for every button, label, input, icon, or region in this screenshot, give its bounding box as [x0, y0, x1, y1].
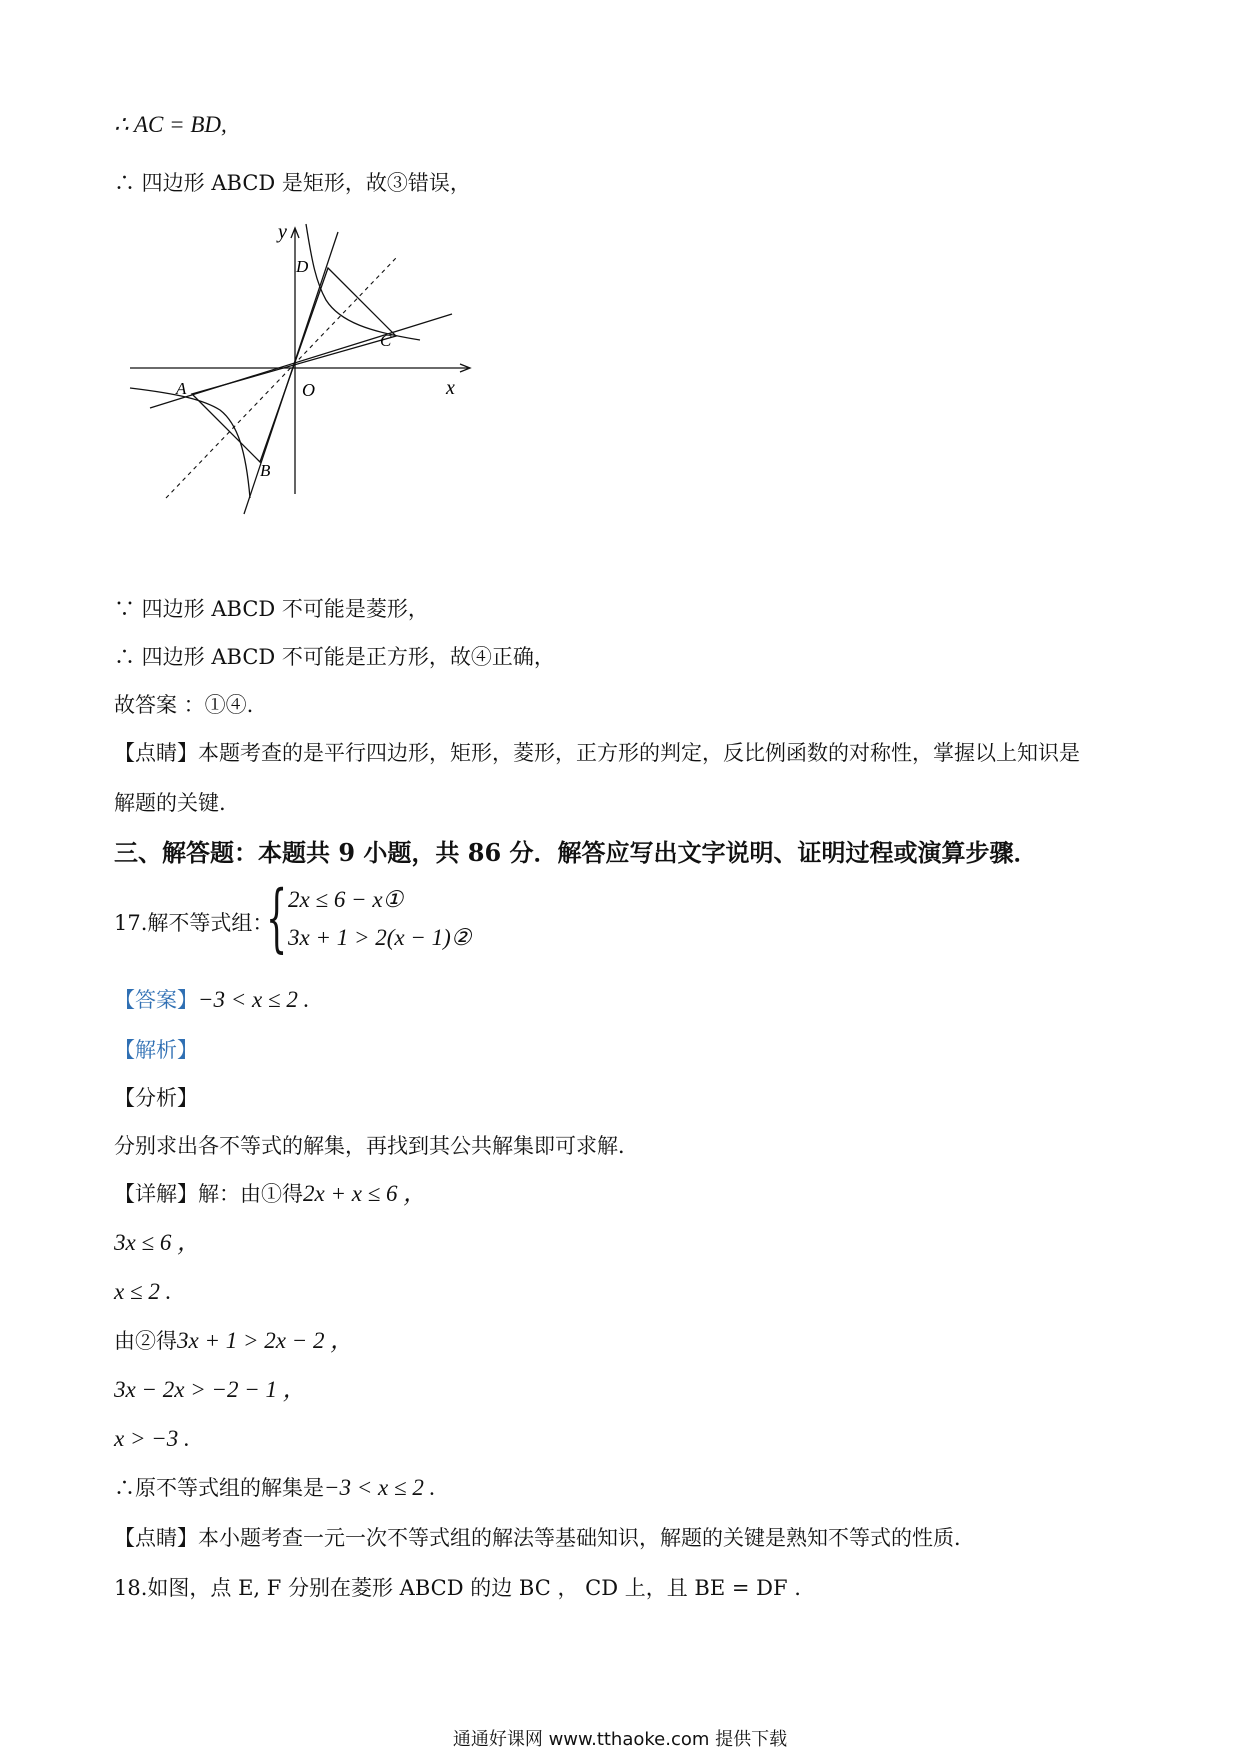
diagonal-bd — [244, 232, 338, 514]
detail-line: 【详解】解：由①得2x + x ≤ 6 ， — [114, 1181, 427, 1206]
line-dianjing-1b: 解题的关键. — [114, 791, 226, 815]
q17-label: 17.解不等式组： — [114, 911, 274, 935]
hyperbola-branch-lower — [130, 388, 250, 498]
label-o: O — [302, 380, 315, 400]
coordinate-figure — [120, 221, 455, 522]
label-x: x — [446, 377, 455, 399]
q17-eq1: 2x ≤ 6 − x① — [288, 887, 404, 912]
diagonal-ac — [150, 314, 452, 408]
fenxi-tag: 【分析】 — [114, 1086, 198, 1110]
label-c: C — [380, 331, 392, 350]
q18-line: 18.如图，点 E, F 分别在菱形 ABCD 的边 BC ， CD 上，且 BE = DF . — [114, 1576, 801, 1600]
step-6: ∴原不等式组的解集是−3 < x ≤ 2 . — [114, 1475, 436, 1500]
brace: { — [266, 875, 288, 961]
analysis-tag: 【解析】 — [114, 1038, 198, 1062]
footer-watermark: 通通好课网 www.tthaoke.com 提供下载 — [452, 1729, 788, 1750]
line-rectangle: ∴ 四边形 ABCD 是矩形，故③错误， — [114, 171, 471, 195]
fenxi-text: 分别求出各不等式的解集，再找到其公共解集即可求解． — [114, 1134, 639, 1158]
step-4: 3x − 2x > −2 − 1 ， — [114, 1377, 306, 1402]
label-a: A — [176, 379, 187, 398]
line-answer-summary: 故答案 ：①④. — [114, 693, 254, 717]
line-not-square: ∴ 四边形 ABCD 不可能是正方形，故④正确， — [114, 645, 555, 669]
step-5: x > −3 . — [114, 1426, 190, 1451]
step-3: 由②得3x + 1 > 2x − 2 ， — [114, 1328, 354, 1353]
answer-line: 【答案】−3 < x ≤ 2 . — [114, 987, 310, 1012]
label-d: D — [296, 257, 309, 276]
q17-eq2: 3x + 1 > 2(x − 1)② — [288, 925, 472, 950]
label-y: y — [278, 221, 287, 243]
line-dianjing-1: 【点睛】本题考查的是平行四边形，矩形，菱形，正方形的判定，反比例函数的对称性，掌握以上知识是 — [114, 741, 1080, 765]
line-not-rhombus: ∵ 四边形 ABCD 不可能是菱形， — [114, 597, 429, 621]
symmetry-line-dashed — [166, 258, 396, 498]
step-2: x ≤ 2 . — [114, 1279, 172, 1304]
step-1: 3x ≤ 6 ， — [114, 1230, 201, 1255]
dianjing-2: 【点睛】本小题考查一元一次不等式组的解法等基础知识，解题的关键是熟知不等式的性质． — [114, 1526, 975, 1550]
section-heading: 三、解答题：本题共 9 小题，共 86 分．解答应写出文字说明、证明过程或演算步骤． — [114, 838, 1038, 867]
label-b: B — [260, 461, 271, 480]
line-ac-bd: ∴ AC = BD, — [114, 112, 227, 137]
